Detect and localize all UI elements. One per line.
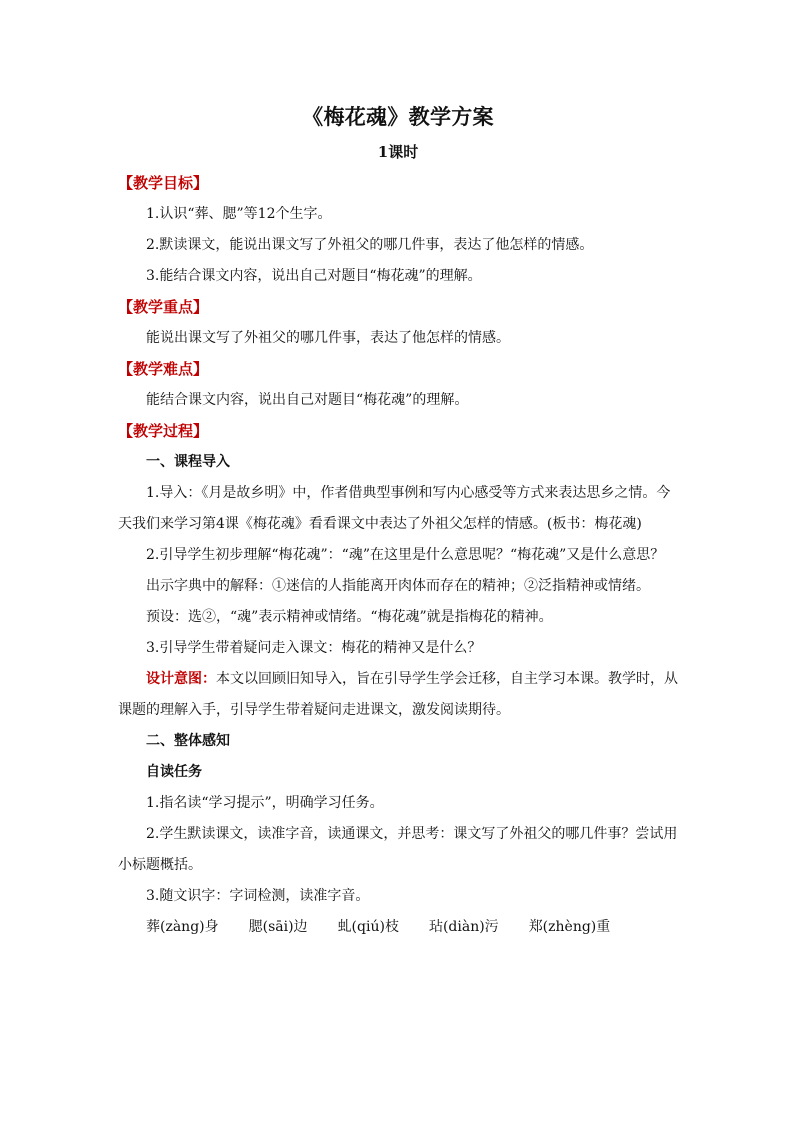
part1-item: 1.导入：《月是故乡明》中，作者借典型事例和写内心感受等方式来表达思乡之情。今天我们来学习第4课《梅花魂》看看课文中表达了外祖父怎样的情感。(板书：梅花魂)	[118, 485, 671, 532]
objectives-heading: 【教学目标】	[118, 174, 209, 192]
difficulty-text: 能结合课文内容，说出自己对题目“梅花魂”的理解。	[146, 392, 469, 408]
objective-item: 3.能结合课文内容，说出自己对题目“梅花魂”的理解。	[146, 268, 482, 284]
design-intent-label: 设计意图：	[146, 671, 216, 687]
part2-heading: 二、整体感知	[146, 733, 230, 749]
focus-heading: 【教学重点】	[118, 298, 209, 316]
difficulty-heading: 【教学难点】	[118, 360, 209, 378]
document-content	[118, 100, 678, 943]
pinyin-word: 葬(zàng)身	[146, 919, 219, 935]
part1-item: 出示字典中的解释：①迷信的人指能离开肉体而存在的精神；②泛指精神或情绪。	[146, 578, 650, 594]
part2-item: 1.指名读“学习提示”，明确学习任务。	[146, 795, 384, 811]
part1-item: 2.引导学生初步理解“梅花魂”：“魂”在这里是什么意思呢？“梅花魂”又是什么意思？	[146, 547, 665, 563]
part2-item: 2.学生默读课文，读准字音，读通课文，并思考：课文写了外祖父的哪几件事？尝试用小标题概括。	[118, 826, 678, 873]
pinyin-word: 腮(sāi)边	[248, 919, 308, 935]
part1-item: 3.引导学生带着疑问走入课文：梅花的精神又是什么？	[146, 640, 482, 656]
self-study-heading: 自读任务	[146, 764, 202, 780]
design-intent-text: 本文以回顾旧知导入，旨在引导学生学会迁移，自主学习本课。教学时，从课题的理解入手，引导学生带着疑问走进课文，激发阅读期待。	[118, 671, 678, 718]
design-intent	[118, 664, 678, 726]
focus-text: 能说出课文写了外祖父的哪几件事，表达了他怎样的情感。	[146, 330, 510, 346]
pinyin-word: 虬(qiú)枝	[337, 919, 399, 935]
pinyin-word: 郑(zhèng)重	[528, 919, 611, 935]
pinyin-word-list	[118, 912, 678, 943]
objective-item: 1.认识“葬、腮”等12个生字。	[146, 206, 332, 222]
part1-item: 预设：选②，“魂”表示精神或情绪。“梅花魂”就是指梅花的精神。	[146, 609, 553, 625]
part2-item: 3.随文识字：字词检测，读准字音。	[146, 888, 370, 904]
part1-heading: 一、课程导入	[146, 454, 230, 470]
page-subtitle: 1课时	[377, 143, 419, 161]
process-heading: 【教学过程】	[118, 422, 209, 440]
page-title: 《梅花魂》教学方案	[302, 104, 494, 129]
pinyin-word: 玷(diàn)污	[428, 919, 499, 935]
objective-item: 2.默读课文，能说出课文写了外祖父的哪几件事，表达了他怎样的情感。	[146, 237, 594, 253]
